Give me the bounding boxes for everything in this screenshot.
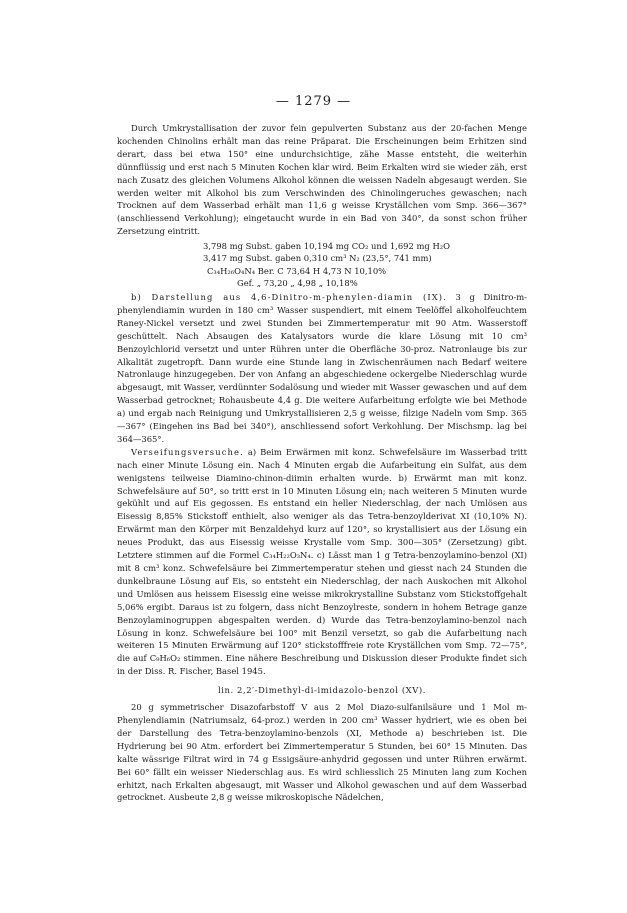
section-label: Verseifungsversuche. [131, 446, 244, 457]
paragraph-text: 3 g Dinitro-m-phenylendiamin wurden in 180 cm³ Wasser suspendiert, mit einem Teelöffel alkoholfeuchtem Raney-Nickel versetzt und zwei Stunden bei Zimmertemperatur mit 90 Atm. Wasserstoff geschüttelt. Nach Absaugen des Katalysators wurde die klare Lösung mit 10 cm³ Benzoylchlorid versetzt und unter Rühren unter die Oberfläche 30-proz. Natronlauge bis zur Alkalität zugetropft. Dann wurde eine Stunde lang in Zwischenräumen nach Bedarf weitere Natronlauge hinzugegeben. Der von Anfang an abgeschiedene ockergelbe Niederschlag wurde abgesaugt, mit Wasser, verdünnter Sodalösung und wieder mit Wasser gewaschen und auf dem Wasserbad getrocknet; Rohausbeute 4,4 g. Die weitere Aufarbeitung erfolgte wie bei Methode a) und ergab nach Reinigung und Umkrystallisieren 2,5 g weisse, filzige Nadeln vom Smp. 365—367° (Eingehen ins Bad bei 340°), anschliessend sofort Verkohlung. Der Mischsmp. lag bei 364—365°. [117, 291, 527, 444]
analysis-line: 3,798 mg Subst. gaben 10,194 mg CO₂ und 1,692 mg H₂O [203, 241, 450, 252]
paragraph-recrystallisation: Durch Umkrystallisation der zuvor fein gepulverten Substanz aus der 20-fachen Menge kochenden Chinolins erhält man das reine Präparat. Die Erscheinungen beim Erhitzen sind derart, dass bei etwa 150° eine undurchsichtige, zähe Masse entsteht, die weiterhin dünnflüssig und erst nach 5 Minuten Kochen klar wird. Beim Erkalten wird sie wieder zäh, erst nach Zusatz des gleichen Volumens Alkohol können die weissen Nadeln abgesaugt werden. Sie werden weiter mit Alkohol bis zum Verschwinden des Chinolingeruches gewaschen; nach Trocknen auf dem Wasserbad erhält man 11,6 g weisse Kryställchen vom Smp. 366—367° (anschliessend Verkohlung); eingetaucht wurde in ein Bad von 340°, da sonst schon früher Zersetzung eintritt. [117, 123, 527, 237]
section-label: b) Darstellung aus 4,6-Dinitro-m-phenylen-diamin (IX). [131, 291, 447, 302]
section-heading: lin. 2,2′-Dimethyl-di-imidazolo-benzol (XV). [217, 685, 427, 696]
body-text [117, 122, 527, 804]
elemental-analysis [117, 240, 527, 289]
analysis-line: 3,417 mg Subst. gaben 0,310 cm³ N₂ (23,5°, 741 mm) [203, 253, 432, 264]
paragraph-dinitro-preparation [117, 291, 527, 446]
analysis-formula-line: C₃₄H₂₆O₄N₄ Ber. C 73,64 H 4,73 N 10,10% [207, 265, 387, 276]
paragraph-dimethyl-imidazolo: 20 g symmetrischer Disazofarbstoff V aus 2 Mol Diazo-sulfanilsäure und 1 Mol m-Phenylendiamin (Natriumsalz, 64-proz.) werden in 200 cm³ Wasser hydriert, wie es oben bei der Darstellung des Tetra-benzoylamino-benzols (XI, Methode a) beschrieben ist. Die Hydrierung bei 90 Atm. erfordert bei Zimmertemperatur 5 Stunden, bei 60° 15 Minuten. Das kalte wässrige Filtrat wird in 74 g Essigsäure-anhydrid gegossen und unter Rühren erwärmt. Bei 60° fällt ein weisser Niederschlag aus. Es wird schliesslich 25 Minuten lang zum Kochen erhitzt, nach Erkalten abgesaugt, mit Wasser und Alkohol gewaschen und auf dem Wasserbad getrocknet. Ausbeute 2,8 g weisse mikroskopische Nädelchen, [117, 702, 527, 803]
analysis-found-line: Gef. „ 73,20 „ 4,98 „ 10,18% [237, 277, 358, 288]
paragraph-saponification [117, 446, 527, 678]
paragraph-text: a) Beim Erwärmen mit konz. Schwefelsäure im Wasserbad tritt nach einer Minute Lösung ein. Nach 4 Minuten ergab die Aufarbeitung ein Sulfat, aus dem wenigstens teilweise Diamino-chinon-diimin erhalten wurde. b) Erwärmt man mit konz. Schwefelsäure auf 50°, so tritt erst in 10 Minuten Lösung ein; nach weiteren 5 Minuten wurde gekühlt und auf Eis gegossen. Es entstand ein heller Niederschlag, der nach Umlösen aus Eisessig 8,85% Stickstoff enthielt, also weniger als das Tetra-benzoylderivat XI (10,10% N). Erwärmt man den Körper mit Benzaldehyd kurz auf 120°, so krystallisiert aus der Lösung ein neues Produkt, das aus Eisessig weisse Krystalle vom Smp. 300—305° (Zersetzung) gibt. Letztere stimmen auf die Formel C₃₄H₂₂O₃N₄. c) Lässt man 1 g Tetra-benzoylamino-benzol (XI) mit 8 cm³ konz. Schwefelsäure bei Zimmertemperatur stehen und giesst nach 24 Stunden die dunkelbraune Lösung auf Eis, so entsteht ein Niederschlag, der nach Auskochen mit Alkohol und Umlösen aus heissem Eisessig eine weisse mikrokrystalline Substanz vom Stickstoffgehalt 5,06% ergibt. Daraus ist zu folgern, dass nicht Benzoylreste, sondern in hohem Betrage ganze Benzoylaminogruppen abgespalten werden. d) Wurde das Tetra-benzoylamino-benzol nach Lösung in konz. Schwefelsäure bei 100° mit Benzil versetzt, so gab die Aufarbeitung nach weiteren 15 Minuten Erwärmung auf 120° stickstofffreie rote Kryställchen vom Smp. 72—75°, die auf C₉H₆O₂ stimmen. Eine nähere Beschreibung und Diskussion dieser Produkte findet sich in der Diss. R. Fischer, Basel 1945. [117, 446, 527, 677]
page-number: — 1279 — [275, 94, 352, 109]
